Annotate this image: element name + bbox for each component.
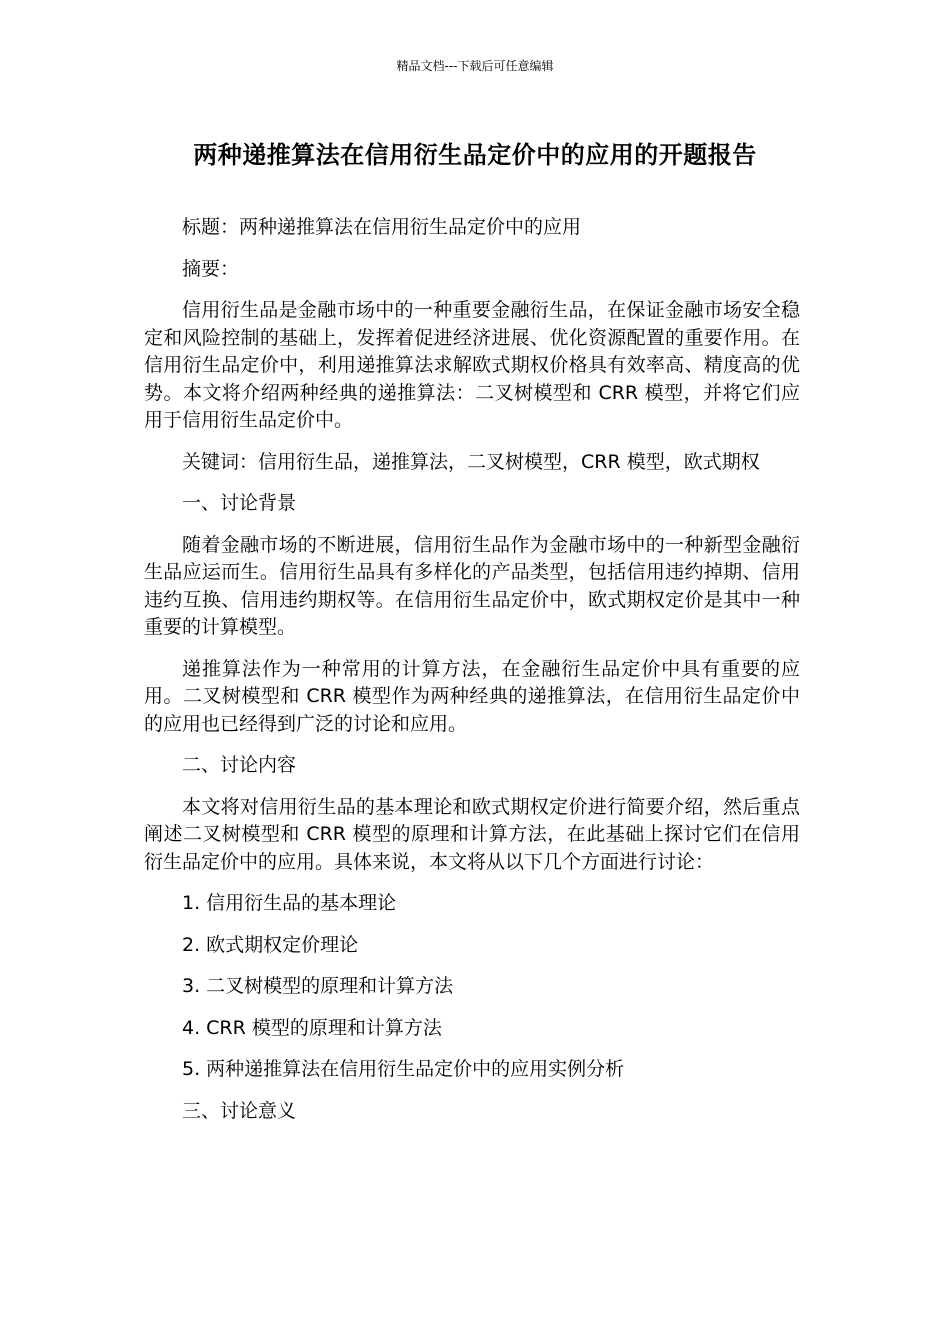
document-body [144, 214, 800, 1139]
content-intro-paragraph: 本文将对信用衍生品的基本理论和欧式期权定价进行简要介绍，然后重点阐述二叉树模型和 CRR 模型的原理和计算方法，在此基础上探讨它们在信用衍生品定价中的应用。具体来说，本文将从以下几个方面进行讨论： [144, 795, 800, 873]
list-item: 2. 欧式期权定价理论 [182, 933, 359, 956]
header-note: 精品文档---下载后可任意编辑 [396, 59, 554, 73]
list-item: 3. 二叉树模型的原理和计算方法 [182, 975, 454, 997]
section-heading-background: 一、讨论背景 [182, 492, 297, 514]
background-paragraph-2: 递推算法作为一种常用的计算方法，在金融衍生品定价中具有重要的应用。二叉树模型和 CRR 模型作为两种经典的递推算法，在信用衍生品定价中的应用也已经得到广泛的讨论和应用。 [144, 657, 800, 735]
abstract-label: 摘要： [182, 257, 240, 280]
section-heading-content: 二、讨论内容 [182, 754, 297, 776]
section-heading-significance: 三、讨论意义 [182, 1099, 297, 1122]
subject-line: 标题：两种递推算法在信用衍生品定价中的应用 [182, 216, 582, 238]
document-title: 两种递推算法在信用衍生品定价中的应用的开题报告 [193, 141, 757, 169]
list-item: 1. 信用衍生品的基本理论 [182, 892, 397, 914]
abstract-paragraph: 信用衍生品是金融市场中的一种重要金融衍生品，在保证金融市场安全稳定和风险控制的基础上，发挥着促进经济进展、优化资源配置的重要作用。在信用衍生品定价中，利用递推算法求解欧式期权价格具有效率高、精度高的优势。本文将介绍两种经典的递推算法：二叉树模型和 CRR 模型，并将它们应用于信用衍生品定价中。 [144, 299, 800, 431]
list-item: 4. CRR 模型的原理和计算方法 [182, 1016, 442, 1039]
keywords-line: 关键词：信用衍生品，递推算法，二叉树模型，CRR 模型，欧式期权 [182, 450, 760, 473]
background-paragraph-1: 随着金融市场的不断进展，信用衍生品作为金融市场中的一种新型金融衍生品应运而生。信用衍生品具有多样化的产品类型，包括信用违约掉期、信用违约互换、信用违约期权等。在信用衍生品定价中，欧式期权定价是其中一种重要的计算模型。 [144, 533, 800, 638]
list-item: 5. 两种递推算法在信用衍生品定价中的应用实例分析 [182, 1058, 625, 1080]
